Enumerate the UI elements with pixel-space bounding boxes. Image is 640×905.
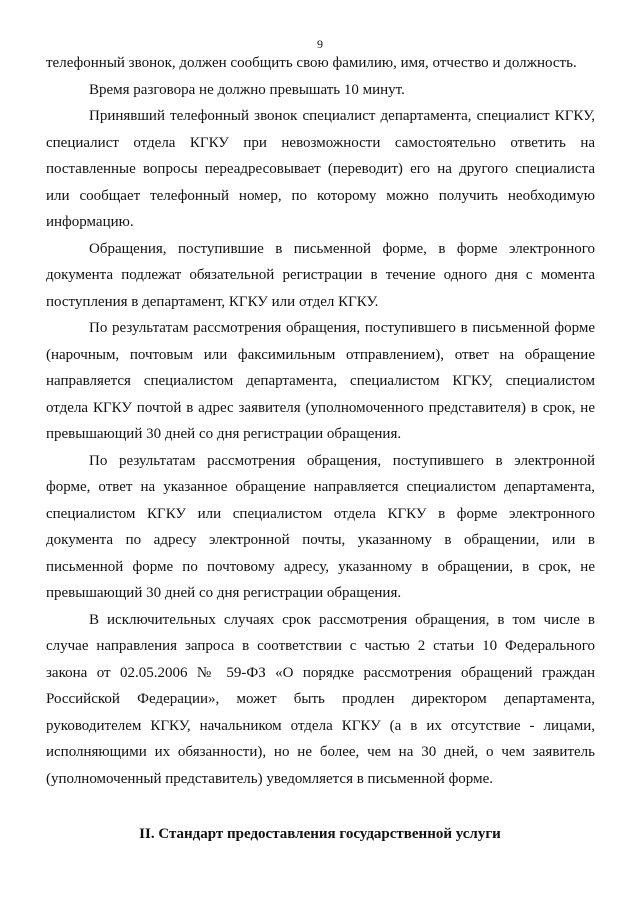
section-heading: II. Стандарт предоставления государственной услуги — [139, 826, 501, 842]
page-number: 9 — [317, 37, 323, 51]
paragraph-extension: В исключительных случаях срок рассмотрения обращения, в том числе в случае направления запроса в соответствии с частью 2 статьи 10 Федерального закона от 02.05.2006 № 59-ФЗ «О порядке рассмотрения обращений граждан Российской Федерации», может быть продлен директором департамента, руководителем КГКУ, начальником отдела КГКУ (а в их отсутствие - лицами, исполняющими их обязанности), но не более, чем на 30 дней, о чем заявитель (уполномоченный представитель) уведомляется в письменной форме. — [46, 611, 595, 787]
paragraph-call-duration: Время разговора не должно превышать 10 минут. — [89, 81, 405, 98]
body-text — [46, 50, 595, 792]
paragraph-electronic-reply: По результатам рассмотрения обращения, поступившего в электронной форме, ответ на указанное обращение направляется специалистом департамента, специалистом КГКУ или специалистом отдела КГКУ в форме электронного документа по адресу электронной почты, указанному в обращении, или в письменной форме по почтовому адресу, указанному в обращении, в срок, не превышающий 30 дней со дня регистрации обращения. — [46, 452, 595, 601]
paragraph-call-redirect: Принявший телефонный звонок специалист департамента, специалист КГКУ, специалист отдела КГКУ при невозможности самостоятельно ответить на поставленные вопросы переадресовывает (переводит) его на другого специалиста или сообщает телефонный номер, по которому можно получить необходимую информацию. — [46, 108, 595, 230]
paragraph-written-reply: По результатам рассмотрения обращения, поступившего в письменной форме (нарочным, почтовым или факсимильным отправлением), ответ на обращение направляется специалистом департамента, специалистом КГКУ, специалистом отдела КГКУ почтой в адрес заявителя (уполномоченного представителя) в срок, не превышающий 30 дней со дня регистрации обращения. — [46, 320, 595, 442]
paragraph-registration: Обращения, поступившие в письменной форме, в форме электронного документа подлежат обязательной регистрации в течение одного дня с момента поступления в департамент, КГКУ или отдел КГКУ. — [46, 240, 595, 310]
paragraph-continuation: телефонный звонок, должен сообщить свою фамилию, имя, отчество и должность. — [46, 55, 577, 71]
